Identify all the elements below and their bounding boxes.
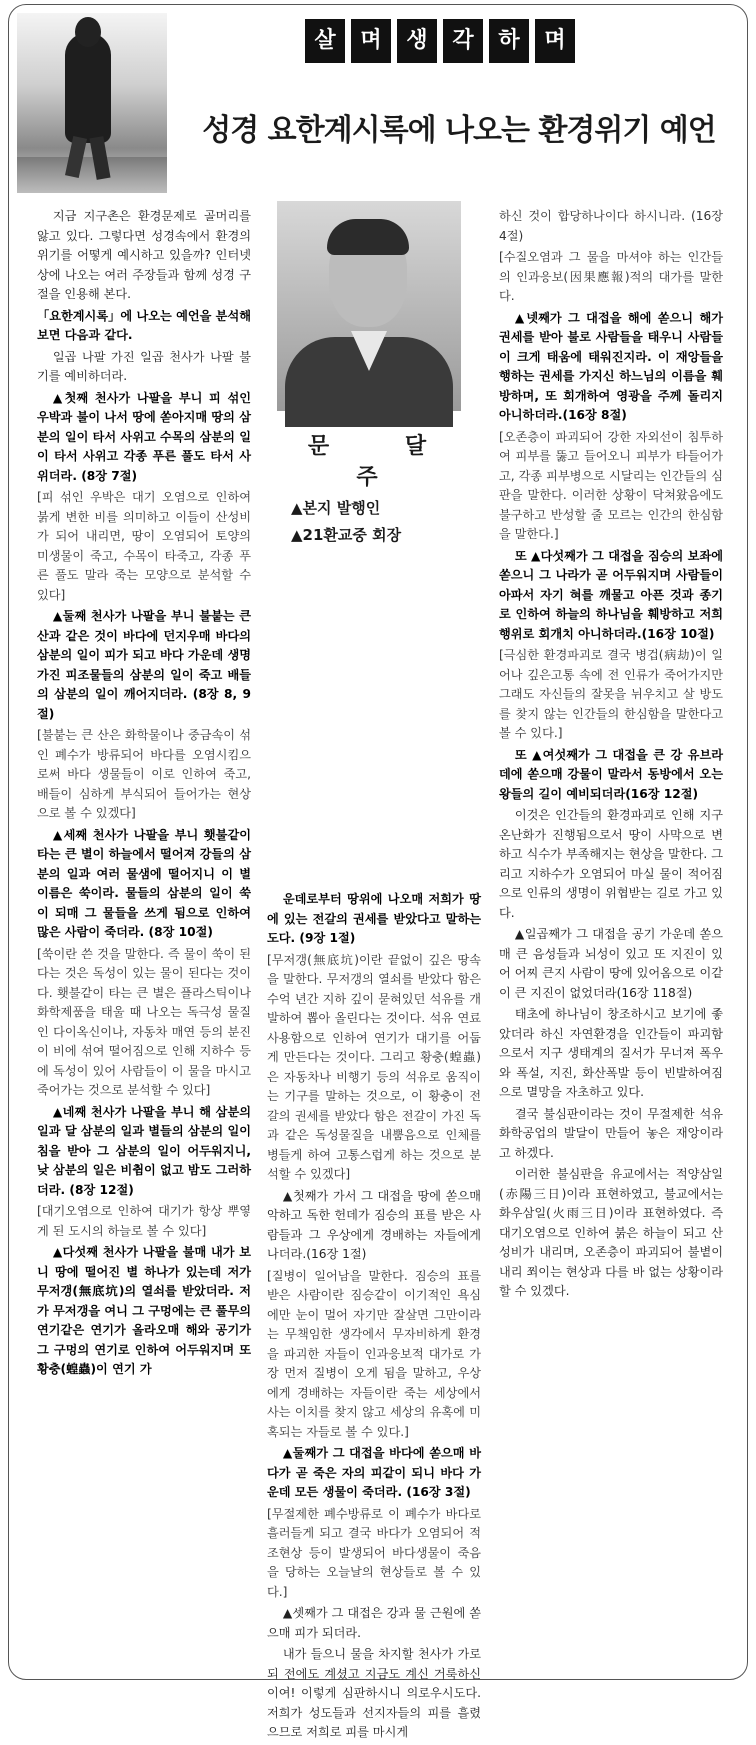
article-paragraph: [질병이 일어남을 말한다. 짐승의 표를 받은 사람이란 짐승같이 이기적인 욕심에만 눈이 멀어 자기만 잘살면 그만이라는 무책임한 생각에서 무자비하게 환경을 파괴한 자들이 인과응보적 대가로 가장 먼저 질병이 오게 됨을 말하고, 우상에게 경배하는 자들이란 죽는 세상에서 사는 이치를 찾지 않고 세상의 유혹에 미혹되는 자들로 볼 수 있다.] xyxy=(267,1268,481,1439)
article-paragraph: ▲일곱째가 그 대접을 공기 가운데 쏟으매 큰 음성들과 뇌성이 있고 또 지진이 있어 어찌 큰지 사람이 땅에 있어옴으로 이같이 큰 지진이 없었더라(16장 118절) xyxy=(499,927,723,1000)
article-paragraph: ▲둘째 천사가 나팔을 부니 불붙는 큰 산과 같은 것이 바다에 던지우매 바다의 삼분의 일이 피가 되고 바다 가운데 생명 가진 피조물들의 삼분의 일이 죽고 배들의 삼분의 일이 깨어지더라. (8장 8, 9절) xyxy=(37,609,251,721)
series-title-char: 며 xyxy=(351,19,391,63)
article-paragraph: [불붙는 큰 산은 화학물이나 중금속이 섞인 폐수가 방류되어 바다를 오염시킴으로써 바다 생물들이 이로 인하여 죽고, 배들이 심하게 부식되어 들어가는 현상으로 볼 수 있겠다] xyxy=(37,728,251,820)
series-title xyxy=(305,19,575,63)
article-paragraph: ▲다섯째 천사가 나팔을 불매 내가 보니 땅에 떨어진 별 하나가 있는데 저가 무저갱(無底坑)의 열쇠를 받았더라. 저가 무저갱을 여니 그 구멍에는 큰 풀무의 연기같은 연기가 올라오매 해와 공기가 그 구멍의 연기로 인하여 어두워지며 또 황충(蝗蟲)이 연기 가 xyxy=(37,1245,251,1376)
article-paragraph: ▲첫째가 가서 그 대접을 땅에 쏟으매 악하고 독한 헌데가 짐승의 표를 받은 사람들과 그 우상에게 경배하는 자들에게 나더라.(16장 1절) xyxy=(267,1188,481,1261)
article-paragraph: [쑥이란 쓴 것을 말한다. 즉 물이 쑥이 된다는 것은 독성이 있는 물이 된다는 것이다. 횃불같이 타는 큰 별은 플라스틱이나 화학제품을 태울 때 나오는 독극성 물질인 다이옥신이나, 자동차 매연 등의 분진이 비에 섞여 떨어짐으로 인해 지하수 등에 독성이 있어 사람들이 이 물을 마시고 죽어가는 것으로 분석할 수 있다] xyxy=(37,946,251,1097)
article-paragraph: 하신 것이 합당하나이다 하시니라. (16장 4절) xyxy=(499,209,723,243)
series-title-char: 각 xyxy=(443,19,483,63)
headline: 성경 요한계시록에 나오는 환경위기 예언 xyxy=(202,113,716,148)
article-paragraph: 지금 지구촌은 환경문제로 골머리를 앓고 있다. 그렇다면 성경속에서 환경의 위기를 어떻게 예시하고 있을까? 인터넷상에 나오는 여러 주장들과 함께 성경 구절을 인용해 본다. xyxy=(37,209,251,301)
author-role: ▲21환교중 회장 xyxy=(291,526,402,544)
article-paragraph: [무절제한 폐수방류로 이 폐수가 바다로 흘러들게 되고 결국 바다가 오염되어 적조현상 등이 발생되어 바다생물이 죽음을 당하는 오늘날의 현상들로 볼 수 있다.] xyxy=(267,1506,481,1599)
walking-figure-photo xyxy=(17,13,167,193)
article-paragraph: 이러한 불심판을 유교에서는 적양삼일(赤陽三日)이라 표현하였고, 불교에서는 화우삼일(火雨三日)이라 표현하였다. 즉 대기오염으로 인하여 붉은 하늘이 되고 산성비가 내리며, 오존층이 파괴되어 불볕이 내리 쬐이는 현상과 다를 바 없는 상황이라 할 수 있겠다. xyxy=(499,1167,723,1298)
article-paragraph: 이것은 인간들의 환경파괴로 인해 지구온난화가 진행됨으로서 땅이 사막으로 변하고 식수가 부족해지는 현상을 말한다. 그리고 지하수가 오염되어 마실 물이 적어짐으로 인류의 생명이 위협받는 길로 가고 있다. xyxy=(499,808,723,920)
article-paragraph: [극심한 환경파괴로 결국 병겁(病劫)이 일어나 깊은고통 속에 전 인류가 죽어가지만 그래도 자신들의 잘못을 뉘우치고 살 방도를 찾지 않는 인간들의 한심함을 말한다고 볼 수 있다.] xyxy=(499,648,723,740)
author-name: 문 달 주 xyxy=(307,434,461,490)
article-column-3 xyxy=(499,207,723,1304)
series-title-char: 하 xyxy=(489,19,529,63)
article-paragraph: 또 ▲다섯째가 그 대접을 짐승의 보좌에 쏟으니 그 나라가 곧 어두워지며 사람들이 아파서 자기 혀를 깨물고 아픈 것과 종기로 인하여 하늘의 하나님을 훼방하고 저희 행위로 회개치 아니하더라.(16장 10절) xyxy=(499,548,723,641)
article-paragraph: [무저갱(無底坑)이란 끝없이 깊은 땅속을 말한다. 무저갱의 열쇠를 받았다 함은 수억 년간 지하 깊이 묻혀있던 석유를 개발하여 뽑아 올린다는 것이다. 석유 연료 사용함으로 인하여 연기가 대기를 어둡게 만든다는 것이다. 그리고 황충(蝗蟲)은 자동차나 비행기 등의 석유로 움직이는 기구를 말하는 것으로, 이 황충이 전갈의 권세를 받았다 함은 전갈이 가진 독과 같은 독성물질을 내뿜음으로 인체를 병들게 하여 고통스럽게 하는 것으로 분석할 수 있겠다] xyxy=(267,952,481,1181)
author-byline xyxy=(277,429,461,545)
article-paragraph: 「요한계시록」에 나오는 예언을 분석해 보면 다음과 같다. xyxy=(37,308,251,342)
article-paragraph: ▲넷째가 그 대접을 해에 쏟으니 해가 권세를 받아 불로 사람들을 태우니 사람들이 크게 태움에 태워진지라. 이 재앙들을 행하는 권세를 가지신 하느님의 이름을 훼방하며, 또 회개하여 영광을 주께 돌리지 아니하더라.(16장 8절) xyxy=(499,310,723,422)
series-title-char: 살 xyxy=(305,19,345,63)
article-paragraph: 내가 들으니 물을 차지할 천사가 가로되 전에도 계셨고 지금도 계신 거룩하신 이여! 이렇게 심판하시니 의로우시도다. 저희가 성도들과 선지자들의 피를 흘렸으므로 저희로 피를 마시게 xyxy=(267,1647,481,1739)
series-title-char: 며 xyxy=(535,19,575,63)
article-paragraph: ▲네째 천사가 나팔을 부니 해 삼분의 일과 달 삼분의 일과 별들의 삼분의 일이 침을 받아 그 삼분의 일이 어두워지니, 낮 삼분의 일은 비췸이 없고 밤도 그러하더라. (8장 12절) xyxy=(37,1104,251,1197)
article-paragraph: 일곱 나팔 가진 일곱 천사가 나팔 불기를 예비하더라. xyxy=(37,349,251,383)
article-paragraph: 결국 불심판이라는 것이 무절제한 석유화학공업의 발달이 만들어 놓은 재앙이라고 하겠다. xyxy=(499,1106,723,1160)
series-title-char: 생 xyxy=(397,19,437,63)
article-paragraph: ▲세째 천사가 나팔을 부니 횃불같이 타는 큰 별이 하늘에서 떨어져 강들의 삼분의 일과 여러 물샘에 떨어지니 이 별 이름은 쑥이라. 물들의 삼분의 일이 쑥이 되매 그 물들을 쓰게 됨으로 인하여 많은 사람이 죽더라. (8장 10절) xyxy=(37,827,251,939)
article-paragraph: ▲셋째가 그 대접은 강과 물 근원에 쏟으매 피가 되더라. xyxy=(267,1606,481,1640)
article-paragraph: [피 섞인 우박은 대기 오염으로 인하여 붉게 변한 비를 의미하고 이들이 산성비가 되어 내리면, 땅이 오염되어 토양의 미생물이 죽고, 수목이 타죽고, 각종 푸른 풀도 말라 죽는 모양으로 분석할 수 있다] xyxy=(37,490,251,602)
author-portrait xyxy=(277,201,461,411)
newspaper-page xyxy=(8,4,748,1739)
article-paragraph: [수질오염과 그 물을 마셔야 하는 인간들의 인과응보(因果應報)적의 대가를 말한다. xyxy=(499,250,723,303)
author-role: ▲본지 발행인 xyxy=(291,499,381,517)
article-paragraph: 또 ▲여섯째가 그 대접을 큰 강 유브라데에 쏟으매 강물이 말라서 동방에서 오는 왕들의 길이 예비되더라(16장 12절) xyxy=(499,747,723,801)
article-paragraph: ▲첫째 천사가 나팔을 부니 피 섞인 우박과 불이 나서 땅에 쏟아지매 땅의 삼분의 일이 타서 사위고 수목의 삼분의 일이 타서 사위고 각종 푸른 풀도 타서 사위더라. (8장 7절) xyxy=(37,390,251,483)
article-paragraph: [대기오염으로 인하여 대기가 항상 뿌옇게 된 도시의 하늘로 볼 수 있다] xyxy=(37,1204,251,1238)
article-column-1 xyxy=(37,207,251,1382)
article-paragraph: 태초에 하나님이 창조하시고 보기에 좋았더라 하신 자연환경을 인간들이 파괴함으로서 지구 생태계의 질서가 무너져 폭우와 폭설, 지진, 화산폭발 등이 빈발하여짐으로 멸망을 자초하고 있다. xyxy=(499,1007,723,1099)
article-column-2 xyxy=(267,890,481,1745)
article-paragraph: [오존층이 파괴되어 강한 자외선이 침투하여 피부를 뚫고 들어오니 피부가 타들어가고, 각종 피부병으로 시달리는 인간들의 심판을 말한다. 이러한 상황이 닥쳐왔음에도 불구하고 반성할 줄 모르는 인간의 한심함을 말한다.] xyxy=(499,429,723,541)
article-paragraph: 운데로부터 땅위에 나오매 저희가 땅에 있는 전갈의 권세를 받았다고 말하는 도다. (9장 1절) xyxy=(267,892,481,945)
article-paragraph: ▲둘째가 그 대접을 바다에 쏟으매 바다가 곧 죽은 자의 피같이 되니 바다 가운데 모든 생물이 죽더라. (16장 3절) xyxy=(267,1446,481,1499)
